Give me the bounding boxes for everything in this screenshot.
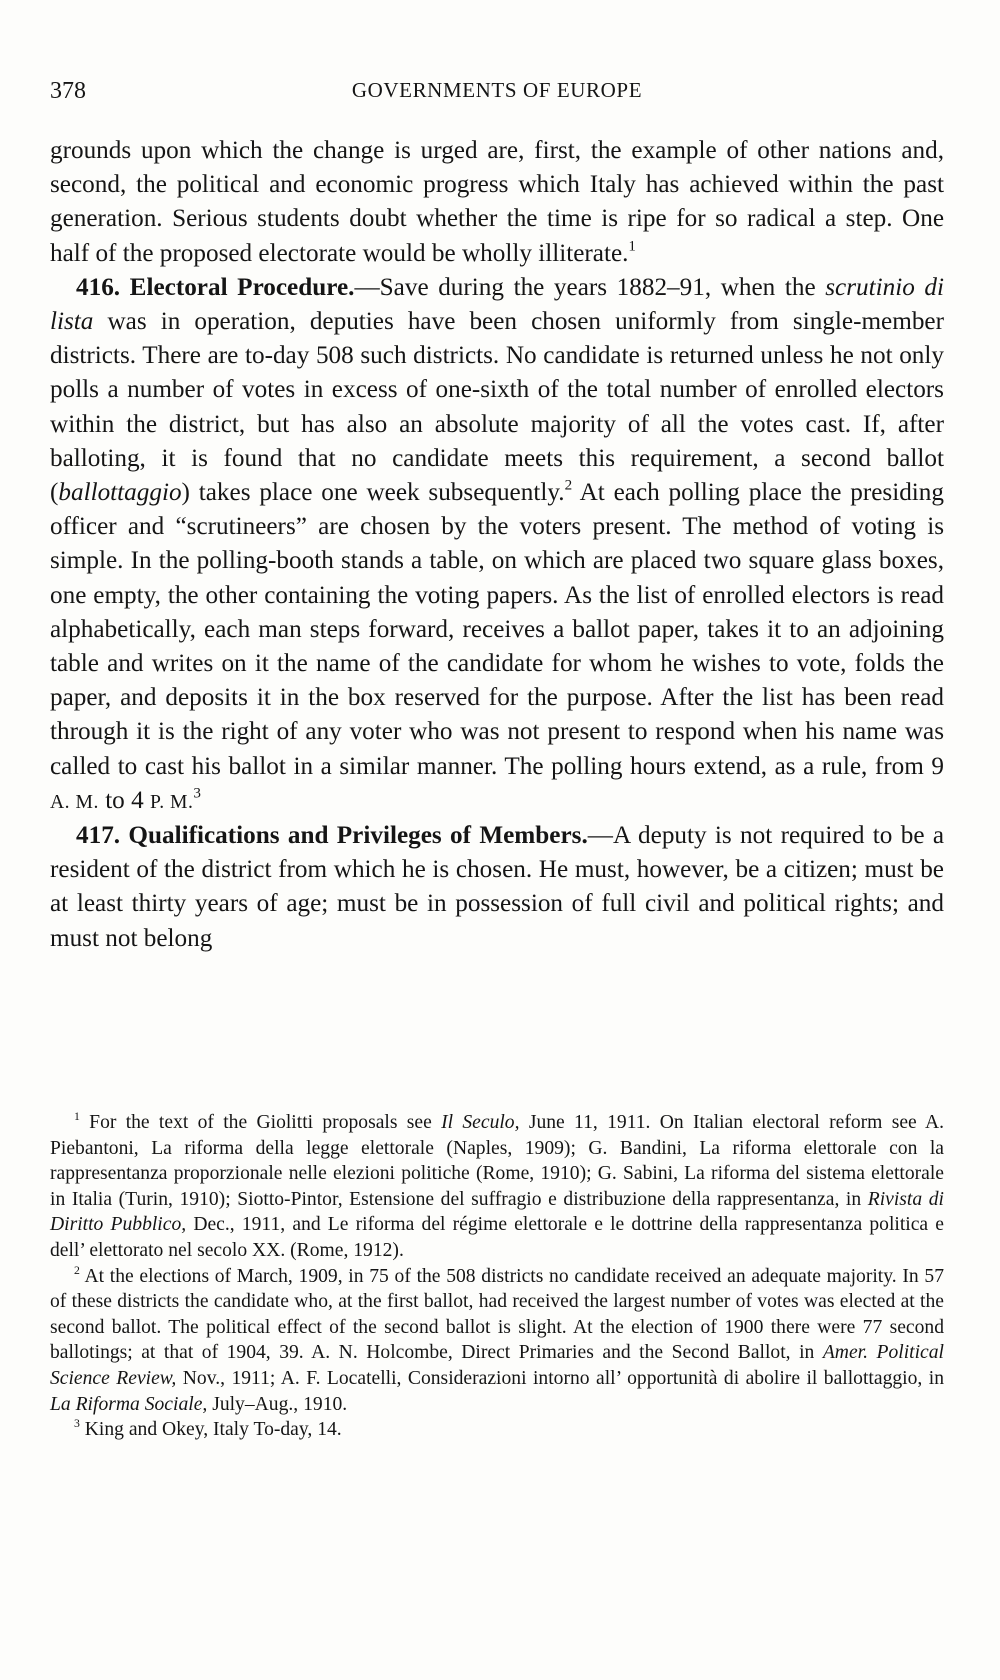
footnotes xyxy=(50,1110,944,1443)
paragraph-suffrage-continued: grounds upon which the change is urged are, first, the example of other nations and, second, the political and economic progress which Italy has achieved within the past generation. Serious students doubt whether the time is ripe for so radical a step. One half of the proposed electorate would be wholly illiterate.$^1$ xyxy=(50,137,944,267)
running-title: GOVERNMENTS OF EUROPE xyxy=(351,78,643,102)
small-caps-pm: P. M. xyxy=(149,790,194,813)
footnote-ref-3[interactable]: 3 xyxy=(193,785,201,802)
section-heading-417: 417. Qualifications and Privileges of Members. xyxy=(76,822,588,850)
footnote-mark-2: 2 xyxy=(74,1263,80,1277)
footnote-mark-3: 3 xyxy=(74,1416,80,1430)
footnote-3: $^3$ King and Okey, Italy To-day, 14. xyxy=(74,1416,342,1441)
small-caps-am: A. M. xyxy=(50,790,99,813)
footnote-1: $^1$ For the text of the Giolitti proposals see Il Seculo, June 11, 1911. On Italian electoral reform see A. Piebantoni, La riforma della legge elettorale (Naples, 1909); G. Bandini, La riforma elettorale con la rappresentanza proporzionale nelle elezioni politiche (Rome, 1910); G. Sabini, La riforma del sistema elettorale in Italia (Turin, 1910); Siotto-Pintor, Estensione del suffragio e distribuzione della rappresentanza, in Rivista di Diritto Pubblico, Dec., 1911, and Le riforma del régime elettorale e le dottrine della rappresentanza politica e dell’ elettorato nel secolo XX. (Rome, 1912). xyxy=(50,1109,944,1261)
footnote-mark-1: 1 xyxy=(74,1109,80,1123)
page-number: 378 xyxy=(50,78,86,104)
page-header xyxy=(50,78,944,112)
main-text xyxy=(50,134,944,956)
section-heading-416: 416. Electoral Procedure. xyxy=(76,273,355,301)
footnote-ref-2[interactable]: 2 xyxy=(564,477,573,494)
section-416: 416. Electoral Procedure.—Save during the years 1882–91, when the scrutinio di lista was in operation, deputies have been chosen uniformly from single-member districts. There are to-day 508 such districts. No candidate is returned unless he not only polls a number of votes in excess of one-sixth of the total number of enrolled electors within the district, but has also an absolute majority of all the votes cast. If, after balloting, it is found that no candidate meets this requirement, a second ballot (ballottaggio) takes place one week subsequently.$^2$ At each polling place the presiding officer and “scrutineers” are chosen by the voters present. The method of voting is simple. In the polling-booth stands a table, on which are placed two square glass boxes, one empty, the other containing the voting papers. As the list of enrolled electors is read alphabetically, each man steps forward, receives a ballot paper, takes it to an adjoining table and writes on it the name of the candidate for whom he wishes to vote, folds the paper, and deposits it in the box reserved for the purpose. After the list has been read through it is the right of any voter who was not present to respond when his name was called to cast his ballot in a similar manner. The polling hours extend, as a rule, from 9 A. M. to 4 P. M.$^3$ xyxy=(50,273,944,814)
footnote-ref-1[interactable]: 1 xyxy=(628,238,636,255)
footnote-2: $^2$ At the elections of March, 1909, in 75 of the 508 districts no candidate received an adequate majority. In 57 of these districts the candidate who, at the first ballot, had received the largest number of votes was elected at the second ballot. The political effect of the second ballot is slight. At the election of 1900 there were 77 second ballotings; at that of 1904, 39. A. N. Holcombe, Direct Primaries and the Second Ballot, in Amer. Political Science Review, Nov., 1911; A. F. Locatelli, Considerazioni intorno all’ opportunità di abolire il ballottaggio, in La Riforma Sociale, July–Aug., 1910. xyxy=(50,1263,944,1415)
italic-term: ballottaggio xyxy=(58,479,182,507)
section-417: 417. Qualifications and Privileges of Members.—A deputy is not required to be a resident of the district from which he is chosen. He must, however, be a citizen; must be at least thirty years of age; must be in possession of full civil and political rights; and must not belong xyxy=(50,822,945,952)
italic-term: scrutinio di lista xyxy=(50,273,944,336)
